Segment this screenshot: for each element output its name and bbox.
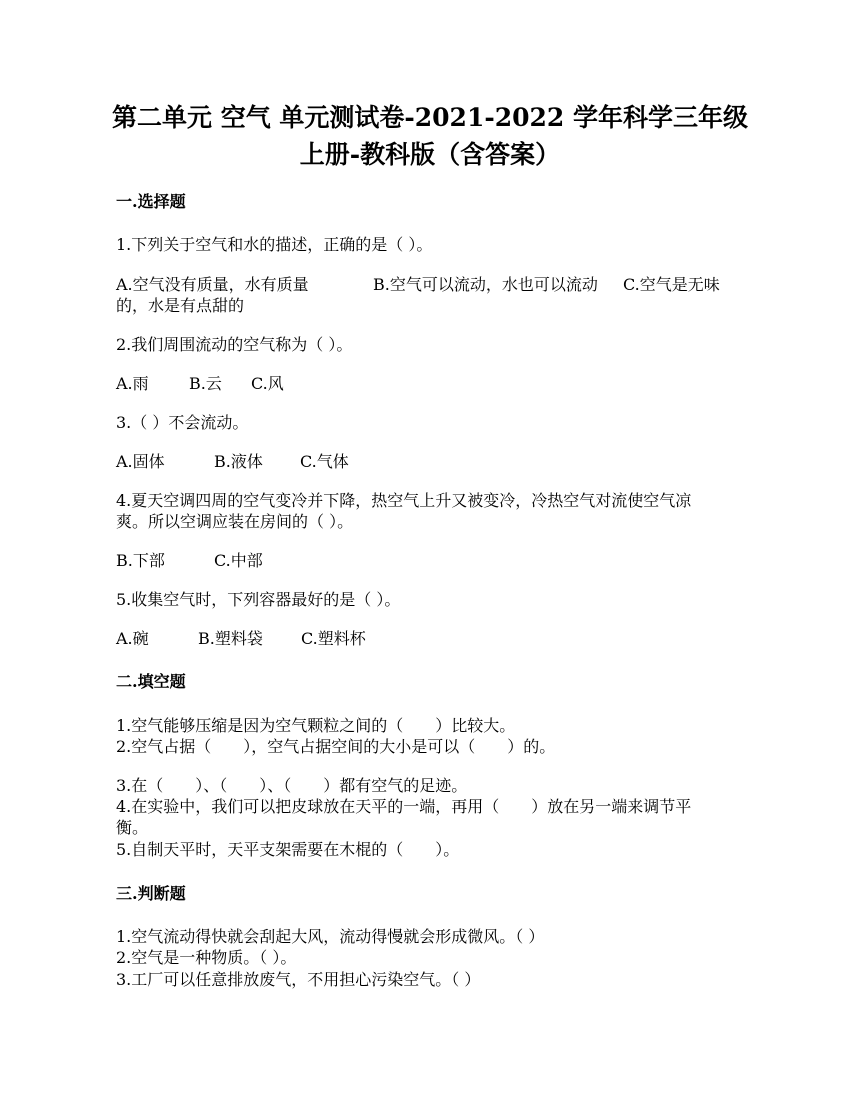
section-heading-choice: 一.选择题 — [116, 192, 186, 211]
question-5-options — [116, 629, 366, 649]
question-2: 2.我们周围流动的空气称为（ ）。 — [116, 335, 353, 354]
section-heading-judgment: 三.判断题 — [116, 884, 186, 903]
option-b: B.液体 — [214, 452, 263, 471]
question-2-options — [116, 374, 284, 394]
judgment-item-2: 2.空气是一种物质。（ ）。 — [116, 948, 297, 967]
option-b: B.塑料袋 — [198, 629, 263, 648]
question-4-options — [116, 551, 263, 571]
option-a: A.碗 — [116, 629, 149, 648]
question-1-options-continued: 的，水是有点甜的 — [116, 296, 245, 315]
option-a: A.空气没有质量，水有质量 — [116, 275, 309, 294]
section-heading-fill-blank: 二.填空题 — [116, 672, 186, 691]
question-1-options — [116, 275, 720, 295]
document-title-line-2: 上册-教科版（含答案） — [299, 140, 561, 169]
option-b: B.云 — [189, 374, 222, 393]
option-c: C.空气是无味 — [623, 275, 720, 294]
option-c: C.风 — [251, 374, 284, 393]
option-c: C.中部 — [214, 551, 263, 570]
fill-blank-item-4-continued: 衡。 — [116, 818, 149, 837]
question-1: 1.下列关于空气和水的描述，正确的是（ ）。 — [116, 235, 433, 254]
question-5: 5.收集空气时，下列容器最好的是（ ）。 — [116, 590, 401, 609]
option-c: C.气体 — [300, 452, 349, 471]
option-b: B.空气可以流动，水也可以流动 — [373, 275, 598, 294]
fill-blank-item-5: 5.自制天平时，天平支架需要在木棍的（ ）。 — [116, 840, 460, 859]
document-title-line-1: 第二单元 空气 单元测试卷-2021-2022 学年科学三年级 — [111, 103, 749, 132]
fill-blank-item-3: 3.在（ ）、（ ）、（ ）都有空气的足迹。 — [116, 776, 468, 795]
option-b: B.下部 — [116, 551, 165, 570]
question-4: 4.夏天空调四周的空气变冷并下降，热空气上升又被变冷，冷热空气对流使空气凉 — [116, 491, 692, 510]
option-a: A.雨 — [116, 374, 149, 393]
fill-blank-item-2: 2.空气占据（ ），空气占据空间的大小是可以（ ）的。 — [116, 737, 556, 756]
option-c: C.塑料杯 — [301, 629, 366, 648]
question-3-options — [116, 452, 349, 472]
question-3: 3.（ ）不会流动。 — [116, 413, 249, 432]
judgment-item-3: 3.工厂可以任意排放废气，不用担心污染空气。（ ） — [116, 970, 481, 989]
fill-blank-item-1: 1.空气能够压缩是因为空气颗粒之间的（ ）比较大。 — [116, 716, 516, 735]
question-4-continued: 爽。所以空调应装在房间的（ ）。 — [116, 512, 354, 531]
judgment-item-1: 1.空气流动得快就会刮起大风，流动得慢就会形成微风。（ ） — [116, 927, 545, 946]
fill-blank-item-4: 4.在实验中，我们可以把皮球放在天平的一端，再用（ ）放在另一端来调节平 — [116, 797, 692, 816]
option-a: A.固体 — [116, 452, 165, 471]
